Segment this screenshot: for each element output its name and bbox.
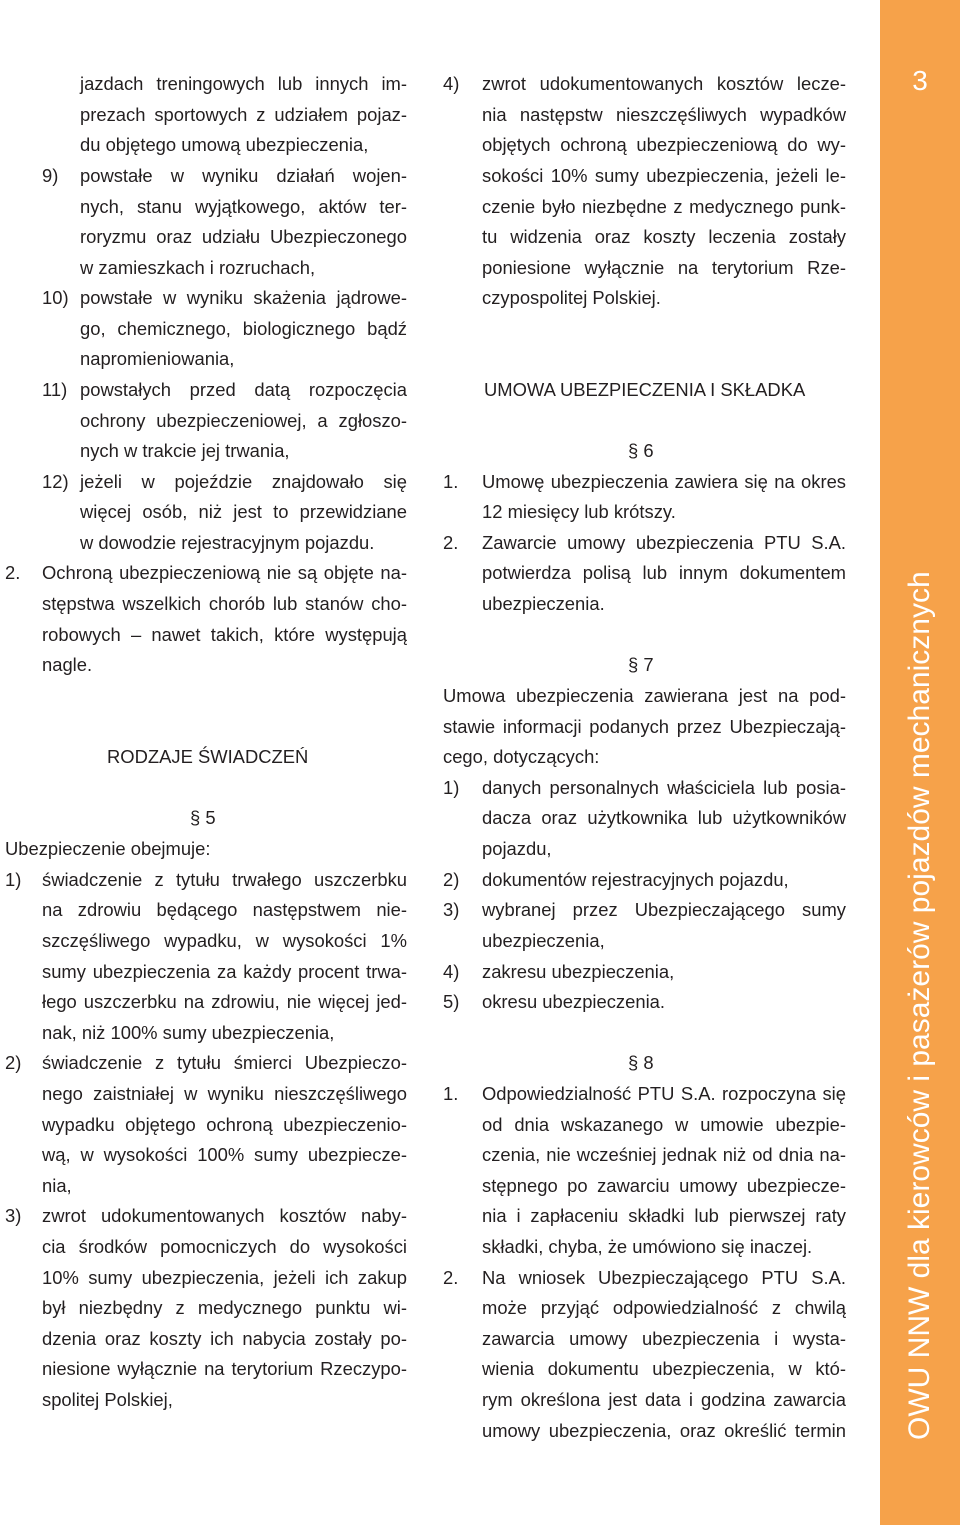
text-line: jeżeli w pojeździe znajdowało się — [80, 471, 407, 492]
list-number: 1) — [443, 777, 460, 798]
paragraph-number: § 7 — [628, 654, 654, 675]
list-number: 1. — [443, 471, 459, 492]
page-number: 3 — [912, 65, 928, 96]
text-line: rym określona jest data i godzina zawarcia — [482, 1389, 846, 1410]
text-line: jazdach treningowych lub innych im- — [80, 73, 407, 94]
text-line: Umowa ubezpieczenia zawierana jest na pod- — [443, 685, 846, 706]
text-line: tu widzenia oraz koszty leczenia zostały — [482, 226, 846, 247]
text-line: napromieniowania, — [80, 348, 235, 369]
text-line: powstałe w wyniku skażenia jądrowe- — [80, 287, 407, 308]
text-line: nych, stanu wyjątkowego, aktów ter- — [80, 196, 407, 217]
text-line: Ochroną ubezpieczeniową nie są objęte na- — [42, 562, 407, 583]
text-line: czenia, nie wcześniej jednak niż od dnia na- — [482, 1144, 846, 1165]
list-number: 2) — [443, 869, 460, 890]
text-line: składki, chyba, że umówiono się inaczej. — [482, 1236, 813, 1257]
section-heading: RODZAJE ŚWIADCZEŃ — [107, 746, 309, 767]
text-line: cia środków pomocniczych do wysokości — [42, 1236, 407, 1257]
text-line: stępnego po zawarciu umowy ubezpiecze- — [482, 1175, 846, 1196]
sidebar-band — [880, 0, 960, 1525]
text-line: wybranej przez Ubezpieczającego sumy — [482, 899, 846, 920]
section-heading: UMOWA UBEZPIECZENIA I SKŁADKA — [484, 379, 806, 400]
list-number: 12) — [42, 471, 69, 492]
list-number: 2. — [443, 532, 459, 553]
text-line: wypadku objętego ochroną ubezpieczenio- — [42, 1114, 407, 1135]
text-line: nagle. — [42, 654, 93, 675]
paragraph-number: § 8 — [628, 1052, 654, 1073]
text-line: roryzmu oraz udziału Ubezpieczonego — [80, 226, 407, 247]
document-title-vertical: OWU NNW dla kierowców i pasażerów pojazdów mechanicznych — [903, 571, 936, 1440]
list-number: 4) — [443, 73, 460, 94]
text-line: zwrot udokumentowanych kosztów naby- — [42, 1205, 407, 1226]
list-number: 5) — [443, 991, 460, 1012]
text-line: nia, — [42, 1175, 72, 1196]
text-line: dzenia oraz koszty ich nabycia zostały po- — [42, 1328, 407, 1349]
text-line: może przyjąć odpowiedzialność z chwilą — [482, 1297, 846, 1318]
text-line: nego zaistniałej w wyniku nieszczęśliwego — [42, 1083, 407, 1104]
text-line: nych w trakcie jej trwania, — [80, 440, 290, 461]
text-line: spolitej Polskiej, — [42, 1389, 173, 1410]
text-line: pojazdu, — [482, 838, 552, 859]
text-line: nia i zapłaceniu składki lub pierwszej raty — [482, 1205, 846, 1226]
text-line: w zamieszkach i rozruchach, — [80, 257, 316, 278]
text-line: poniesione wyłącznie na terytorium Rze- — [482, 257, 846, 278]
text-line: go, chemicznego, biologicznego bądź — [80, 318, 407, 339]
list-number: 1) — [5, 869, 22, 890]
list-number: 3) — [5, 1205, 22, 1226]
paragraph-number: § 5 — [190, 807, 216, 828]
text-line: świadczenie z tytułu śmierci Ubezpieczo- — [42, 1052, 407, 1073]
text-line: prezach sportowych z udziałem pojaz- — [80, 104, 407, 125]
paragraph-number: § 6 — [628, 440, 654, 461]
text-line: zwrot udokumentowanych kosztów lecze- — [482, 73, 846, 94]
text-line: Odpowiedzialność PTU S.A. rozpoczyna się — [482, 1083, 846, 1104]
text-line: Zawarcie umowy ubezpieczenia PTU S.A. — [482, 532, 846, 553]
text-line: w dowodzie rejestracyjnym pojazdu. — [80, 532, 375, 553]
text-line: ubezpieczenia. — [482, 593, 605, 614]
text-line: powstałe w wyniku działań wojen- — [80, 165, 407, 186]
text-line: świadczenie z tytułu trwałego uszczerbku — [42, 869, 407, 890]
list-number: 4) — [443, 961, 460, 982]
text-line: zawarcia umowy ubezpieczenia i wysta- — [482, 1328, 846, 1349]
text-line: 10% sumy ubezpieczenia, jeżeli ich zakup — [42, 1267, 407, 1288]
text-line: nia następstw nieszczęśliwych wypadków — [482, 104, 846, 125]
text-line: wienia dokumentu ubezpieczenia, w któ- — [482, 1358, 846, 1379]
text-line: czenie było niezbędne z medycznego punk- — [482, 196, 846, 217]
text-line: sokości 10% sumy ubezpieczenia, jeżeli le- — [482, 165, 846, 186]
text-line: robowych – nawet takich, które występują — [42, 624, 407, 645]
text-line: cego, dotyczących: — [443, 746, 600, 767]
text-line: potwierdza polisą lub innym dokumentem — [482, 562, 846, 583]
text-line: czypospolitej Polskiej. — [482, 287, 661, 308]
list-number: 2) — [5, 1052, 22, 1073]
text-line: na zdrowiu będącego następstwem nie- — [42, 899, 407, 920]
text-line: powstałych przed datą rozpoczęcia — [80, 379, 407, 400]
list-number: 1. — [443, 1083, 459, 1104]
list-number: 2. — [5, 562, 21, 583]
text-line: więcej osób, niż jest to przewidziane — [80, 501, 407, 522]
text-line: okresu ubezpieczenia. — [482, 991, 665, 1012]
text-line: objętych ochroną ubezpieczeniową do wy- — [482, 134, 846, 155]
text-line: dokumentów rejestracyjnych pojazdu, — [482, 869, 789, 890]
text-line: Na wniosek Ubezpieczającego PTU S.A. — [482, 1267, 846, 1288]
text-line: du objętego umową ubezpieczenia, — [80, 134, 369, 155]
list-number: 10) — [42, 287, 69, 308]
text-line: ochrony ubezpieczeniowej, a zgłoszo- — [80, 410, 407, 431]
list-number: 3) — [443, 899, 460, 920]
text-line: Ubezpieczenie obejmuje: — [5, 838, 211, 859]
text-line: wą, w wysokości 100% sumy ubezpiecze- — [42, 1144, 407, 1165]
list-number: 11) — [42, 379, 68, 400]
text-line: stępstwa wszelkich chorób lub stanów cho- — [42, 593, 407, 614]
text-line: był niezbędny z medycznego punktu wi- — [42, 1297, 407, 1318]
text-line: 12 miesięcy lub krótszy. — [482, 501, 676, 522]
text-line: nak, niż 100% sumy ubezpieczenia, — [42, 1022, 335, 1043]
list-number: 2. — [443, 1267, 459, 1288]
text-line: sumy ubezpieczenia za każdy procent trwa- — [42, 961, 407, 982]
text-line: ubezpieczenia, — [482, 930, 605, 951]
text-line: Umowę ubezpieczenia zawiera się na okres — [482, 471, 846, 492]
text-line: łego uszczerbku na zdrowiu, nie więcej jed- — [42, 991, 407, 1012]
text-line: od dnia wskazanego w umowie ubezpie- — [482, 1114, 846, 1135]
text-line: umowy ubezpieczenia, oraz określić termin — [482, 1420, 846, 1441]
text-line: stawie informacji podanych przez Ubezpieczają- — [443, 716, 846, 737]
text-line: szczęśliwego wypadku, w wysokości 1% — [42, 930, 407, 951]
text-line: danych personalnych właściciela lub posia- — [482, 777, 846, 798]
text-line: zakresu ubezpieczenia, — [482, 961, 675, 982]
list-number: 9) — [42, 165, 59, 186]
text-line: dacza oraz użytkownika lub użytkowników — [482, 807, 846, 828]
text-line: niesione wyłącznie na terytorium Rzeczypo- — [42, 1358, 407, 1379]
